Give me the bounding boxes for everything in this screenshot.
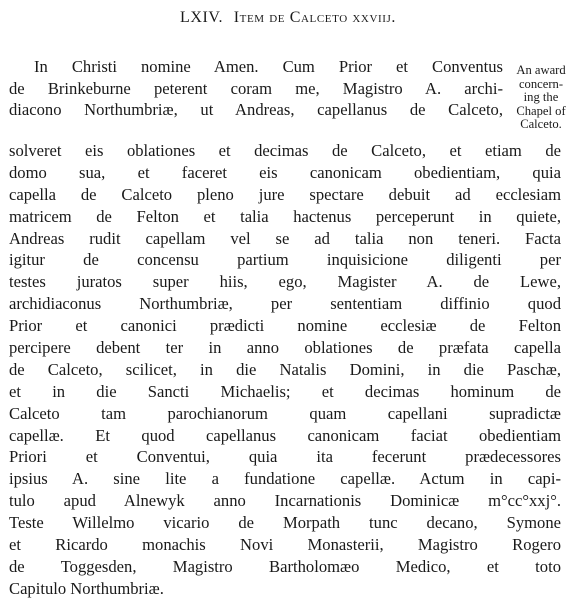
charter-heading <box>0 9 576 27</box>
text-line: In Christi nomine Amen. Cum Prior et Conventus <box>34 57 503 76</box>
text-line: tulo apud Alnewyk anno Incarnationis Dominicæ m°cc°xxj°. <box>9 491 561 511</box>
text-line: percipere debent ter in anno oblationes de præfata capella <box>9 338 561 358</box>
text-line: de Brinkeburne peterent coram me, Magistro A. archi- <box>9 78 503 98</box>
text-line: Andreas rudit capellam vel se ad talia non teneri. Facta <box>9 228 561 248</box>
text-line: domo sua, et faceret eis canonicam obedientiam, quia <box>9 162 561 182</box>
text-line: matricem de Felton et talia hactenus perceperunt in quiete, <box>9 206 561 226</box>
text-line: de Calceto, scilicet, in die Natalis Domini, in die Paschæ, <box>9 359 561 379</box>
text-line: ipsius A. sine lite a fundatione capellæ. Actum in capi- <box>9 469 561 489</box>
marginal-note <box>508 64 574 132</box>
margin-note-line: ing the <box>523 90 559 105</box>
margin-note-line: Calceto. <box>520 117 562 132</box>
text-line: igitur de concensu partium inquisicione diligenti per <box>9 250 561 270</box>
text-line: et in die Sancti Michaelis; et decimas hominum de <box>9 381 561 401</box>
margin-note-line: concern- <box>518 76 564 91</box>
text-line: de Toggesden, Magistro Bartholomæo Medico, et toto <box>9 556 561 576</box>
text-line: Prior et canonici prædicti nomine ecclesiæ de Felton <box>9 316 561 336</box>
text-line: Teste Willelmo vicario de Morpath tunc decano, Symone <box>9 513 561 533</box>
text-line: et Ricardo monachis Novi Monasterii, Magistro Rogero <box>9 535 561 555</box>
charter-body <box>9 140 561 600</box>
text-line: Calceto tam parochianorum quam capellani supradictæ <box>9 403 561 423</box>
margin-note-line: Chapel of <box>516 103 566 118</box>
text-line: solveret eis oblationes et decimas de Calceto, et etiam de <box>9 141 561 160</box>
margin-note-line: An award <box>516 63 566 77</box>
text-line: archidiaconus Northumbriæ, per sententiam diffinio quod <box>9 294 561 314</box>
text-line: Priori et Conventui, quia ita fecerunt prædecessores <box>9 447 561 467</box>
text-line: capella de Calceto pleno jure spectare debuit ad ecclesiam <box>9 184 561 204</box>
text-line: Capitulo Northumbriæ. <box>9 578 164 598</box>
charter-title: Item de Calceto xxviij. <box>233 9 397 26</box>
text-line: diacono Northumbriæ, ut Andreas, capellanus de Calceto, <box>9 100 503 120</box>
text-line: testes juratos super hiis, ego, Magister A. de Lewe, <box>9 272 561 292</box>
charter-opening <box>9 56 503 121</box>
charter-number: LXIV. <box>179 9 224 26</box>
text-line: capellæ. Et quod capellanus canonicam faciat obedientiam <box>9 425 561 445</box>
